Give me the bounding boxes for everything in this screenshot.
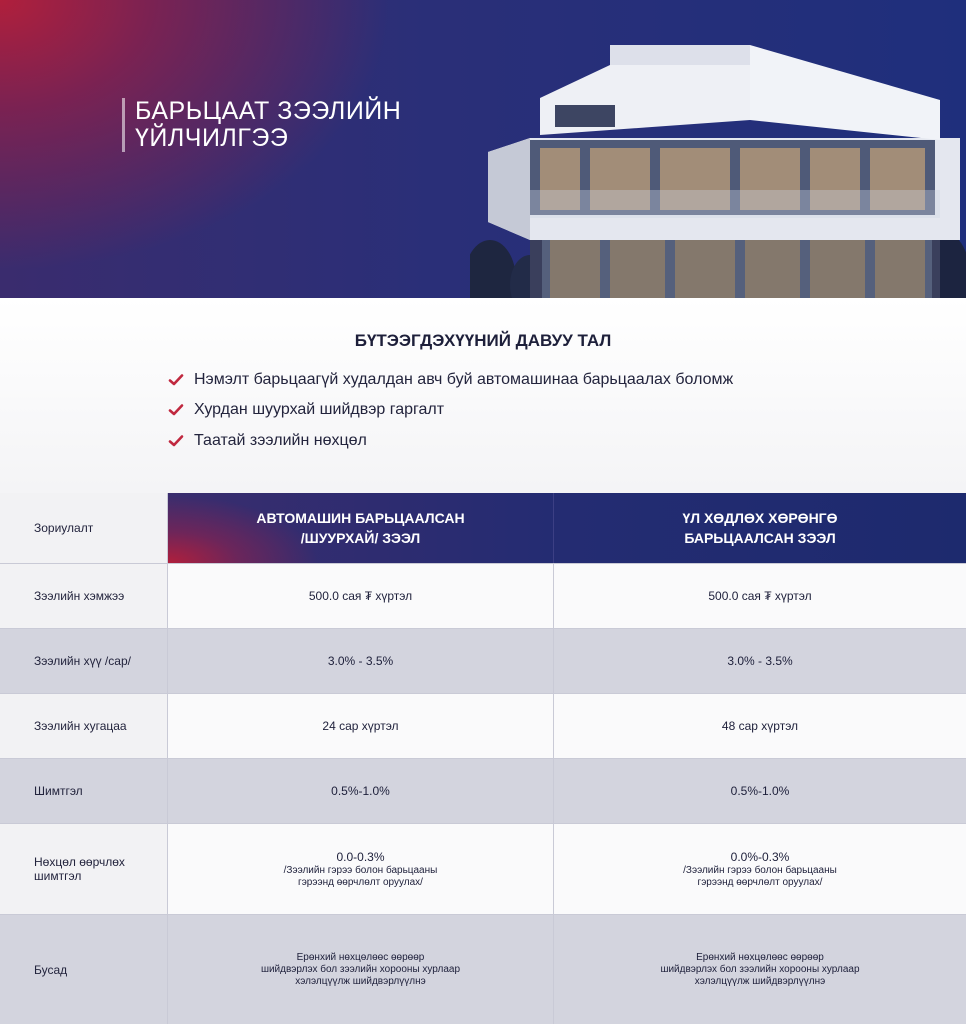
row-label: Зээлийн хугацаа [0,694,168,758]
value-main: 0.0%-0.3% [730,849,790,864]
value-main: 0.0-0.3% [336,849,385,864]
value-note-line2: гэрээнд өөрчлөлт оруулах/ [298,876,423,888]
header-col2-line1: ҮЛ ХӨДЛӨХ ХӨРӨНГӨ [682,510,838,526]
row-value-col1: 0.5%-1.0% [168,759,554,823]
benefits-title: БҮТЭЭГДЭХҮҮНИЙ ДАВУУ ТАЛ [354,331,612,350]
table-row [0,629,966,694]
row-value-col2 [554,915,966,1024]
row-value-col2: 48 сар хүртэл [554,694,966,758]
hero-title-line2: ҮЙЛЧИЛГЭЭ [135,124,289,152]
benefit-text: Нэмэлт барьцаагүй худалдан авч буй автомашинаа барьцаалах боломж [194,371,734,388]
benefit-item [168,401,444,419]
table-row [0,824,966,915]
row-value-col2: 0.5%-1.0% [554,759,966,823]
value-line1: Ерөнхий нөхцөлөөс өөрөөр [296,951,425,963]
check-icon [168,372,184,388]
value-line2: шийдвэрлэх бол зээлийн хорооны хурлаар [260,963,461,975]
table-row [0,759,966,824]
row-label [0,824,168,914]
header-col-real-estate-loan [554,493,966,563]
value-note-line1: /Зээлийн гэрээ болон барьцааны [283,864,438,876]
table-row [0,564,966,629]
header-col1-line2: /ШУУРХАЙ/ ЗЭЭЛ [300,530,421,546]
row-label: Зээлийн хүү /сар/ [0,629,168,693]
value-line3: хэлэлцүүлж шийдвэрлүүлнэ [694,975,826,987]
row-value-col2 [554,824,966,914]
row-label-line1: Нөхцөл өөрчлөх [34,855,125,869]
header-col-car-loan [168,493,554,563]
row-value-col2: 3.0% - 3.5% [554,629,966,693]
hero-title [122,98,401,152]
benefit-text: Таатай зээлийн нөхцөл [194,432,367,449]
header-col1-line1: АВТОМАШИН БАРЬЦААЛСАН [256,510,465,526]
row-value-col2: 500.0 сая ₮ хүртэл [554,564,966,628]
value-note-line1: /Зээлийн гэрээ болон барьцааны [683,864,837,876]
benefits-section [0,298,966,493]
table-row [0,915,966,1024]
value-note-line2: гэрээнд өөрчлөлт оруулах/ [697,876,823,888]
benefit-text: Хурдан шуурхай шийдвэр гаргалт [194,401,445,418]
value-line3: хэлэлцүүлж шийдвэрлүүлнэ [295,975,426,987]
row-label-line2: шимтгэл [34,869,82,883]
header-label: Зориулалт [0,493,168,563]
value-line1: Ерөнхий нөхцөлөөс өөрөөр [696,951,824,963]
hero-banner [0,0,966,298]
row-label: Шимтгэл [0,759,168,823]
row-label: Бусад [0,915,168,1024]
table-header-row [0,493,966,564]
row-value-col1: 24 сар хүртэл [168,694,554,758]
row-label: Зээлийн хэмжээ [0,564,168,628]
value-line2: шийдвэрлэх бол зээлийн хорооны хурлаар [660,963,860,975]
hero-title-line1: БАРЬЦААТ ЗЭЭЛИЙН [135,97,402,125]
header-col2-line2: БАРЬЦААЛСАН ЗЭЭЛ [684,530,836,546]
benefit-item [168,371,733,389]
row-value-col1 [168,915,554,1024]
row-value-col1 [168,824,554,914]
house-image [470,40,966,298]
row-value-col1: 3.0% - 3.5% [168,629,554,693]
row-value-col1: 500.0 сая ₮ хүртэл [168,564,554,628]
check-icon [168,402,184,418]
benefit-item [168,432,367,450]
table-row [0,694,966,759]
check-icon [168,433,184,449]
